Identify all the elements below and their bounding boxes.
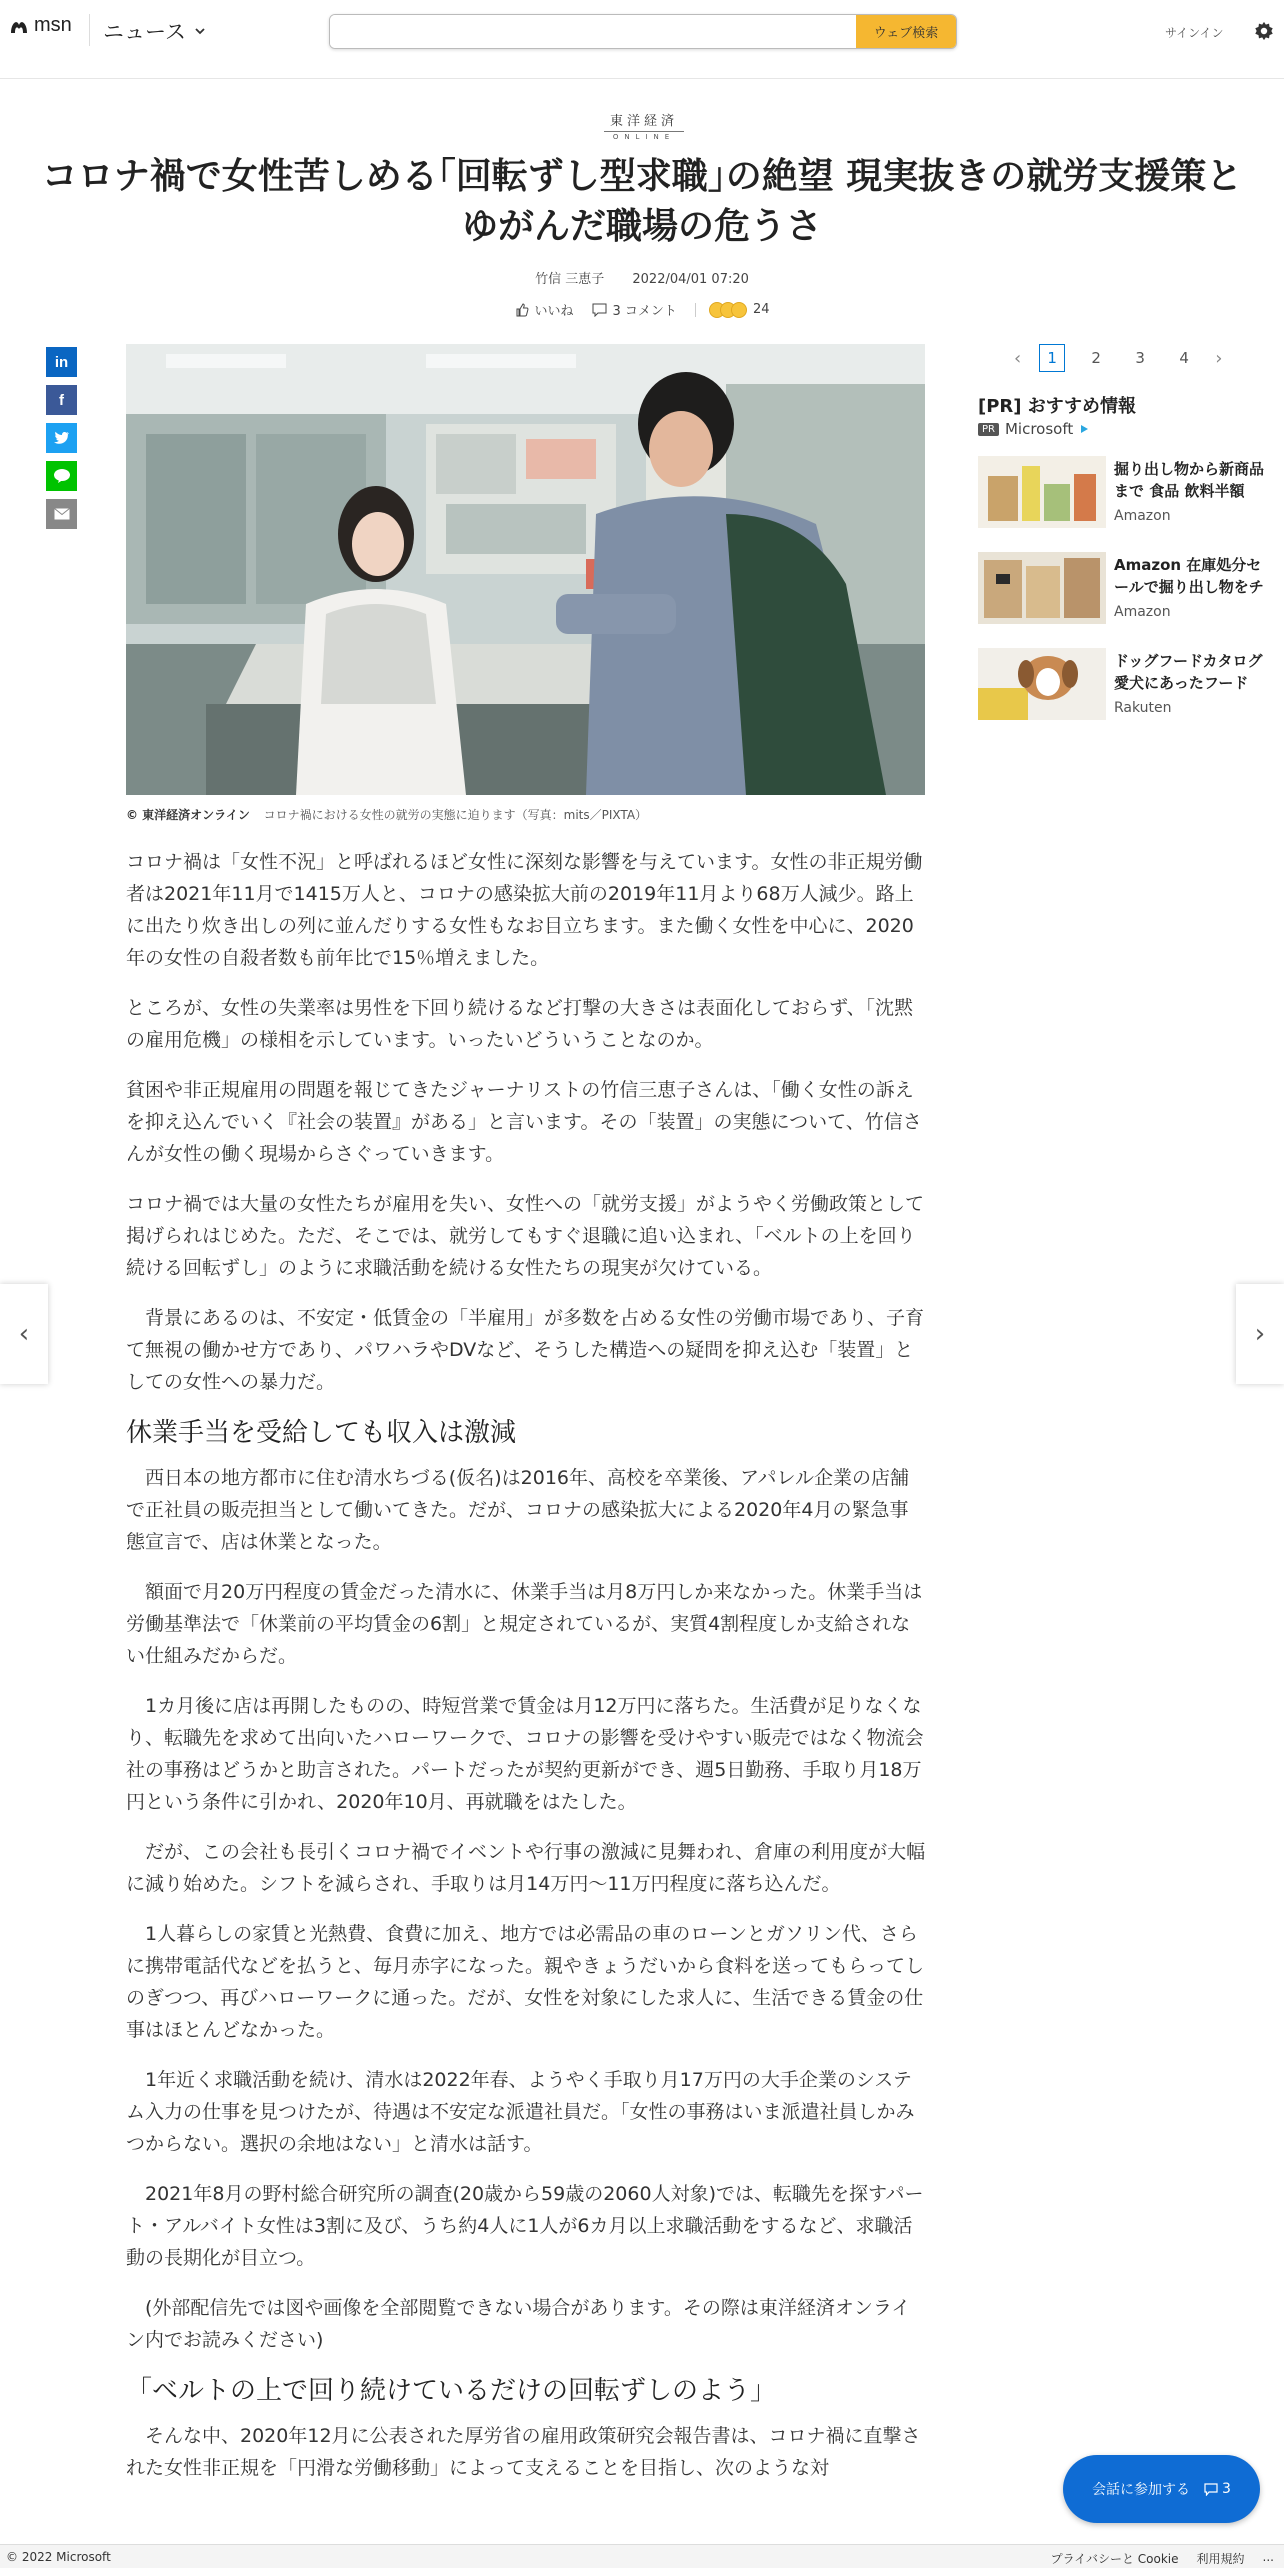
terms-link[interactable]: 利用規約 xyxy=(1196,2552,1245,2566)
ad-title: Amazon 在庫処分セールで掘り出し物をチ xyxy=(1114,556,1264,596)
chevron-down-icon xyxy=(194,25,206,37)
pager-next-icon[interactable]: › xyxy=(1215,347,1223,369)
logo-text: msn xyxy=(34,14,72,36)
body-paragraph: (外部配信先では図や画像を全部閲覧できない場合があります。その際は東洋経済オンライン内でお読みください) xyxy=(126,2297,911,2351)
reaction-count: 24 xyxy=(752,302,770,317)
chevron-left-icon: ‹ xyxy=(18,1319,30,1349)
comment-icon xyxy=(1204,2483,1218,2496)
facebook-share-icon[interactable]: f xyxy=(46,385,77,415)
pager-page-2[interactable]: 2 xyxy=(1091,349,1101,367)
share-bar xyxy=(46,347,77,529)
ad-thumbnail-dog xyxy=(978,648,1106,720)
section-heading: 「ベルトの上で回り続けているだけの回転ずしのよう」 xyxy=(126,2376,777,2406)
linkedin-share-icon[interactable]: in xyxy=(46,347,77,377)
body-paragraph: 背景にあるのは、不安定・低賃金の「半雇用」が多数を占める女性の労働市場であり、子育て無視の働かせ方であり、パワハラやDVなど、そうした構造への疑問を抑え込む「装置」としての女性への暴力だ。 xyxy=(126,1307,925,1393)
body-paragraph: コロナ禍では大量の女性たちが雇用を失い、女性への「就労支援」がようやく労働政策として掲げられはじめた。ただ、そこでは、就労してもすぐ退職に追い込まれ、「ベルトの上を回り続ける回転ずし」のように求職活動を続ける女性たちの現実が欠けている。 xyxy=(126,1193,925,1279)
body-paragraph: 1年近く求職活動を続け、清水は2022年春、ようやく手取り月17万円の大手企業のシステム入力の仕事を見つけたが、待遇は不安定な派遣社員だ。「女性の事務はいま派遣社員しかみつからない。選択の余地はない」と清水は話す。 xyxy=(126,2069,915,2155)
body-paragraph: コロナ禍は「女性不況」と呼ばれるほど女性に深刻な影響を与えています。女性の非正規労働者は2021年11月で1415万人と、コロナの感染拡大前の2019年11月より68万人減少。路上に出たり炊き出しの列に並んだりする女性もなお目立ちます。また働く女性を中心に、2020年の女性の自殺者数も前年比で15％増えました。 xyxy=(126,851,923,969)
web-search-button[interactable]: ウェブ検索 xyxy=(856,15,956,48)
footer xyxy=(0,2544,1284,2568)
publish-date: 2022/04/01 07:20 xyxy=(632,272,749,287)
pr-badge: PR xyxy=(978,423,999,436)
ad-title: ドッグフードカタログ 愛犬にあったフード xyxy=(1114,652,1263,692)
ad-source: Amazon xyxy=(1114,508,1171,524)
join-conversation-button[interactable] xyxy=(1063,2455,1260,2523)
article-title: コロナ禍で女性苦しめる｢回転ずし型求職｣の絶望 現実抜きの就労支援策とゆがんだ職場の危うさ xyxy=(41,156,1243,247)
emoji-reactions-icon xyxy=(714,302,747,318)
ad-choices-icon[interactable] xyxy=(1079,424,1089,434)
comment-icon xyxy=(592,303,607,317)
sponsored-card[interactable] xyxy=(978,552,1268,624)
body-paragraph: 1人暮らしの家賃と光熱費、食費に加え、地方では必需品の車のローンとガソリン代、さらに携帯電話代などを払うと、毎月赤字になった。親やきょうだいから食料を送ってもらってしのぎつつ、再びハローワークに通った。だが、女性を対象にした求人に、生活できる賃金の仕事はほとんどなかった。 xyxy=(126,1923,925,2041)
article-meta xyxy=(0,268,1284,287)
body-paragraph: 貧困や非正規雇用の問題を報じてきたジャーナリストの竹信三恵子さんは、「働く女性の訴えを抑え込んでいく『社会の装置』がある」と言います。その「装置」の実態について、竹信さんが女性の働く現場からさぐっていきます。 xyxy=(126,1079,922,1165)
sponsored-card[interactable] xyxy=(978,648,1268,720)
comment-button[interactable] xyxy=(592,300,677,319)
ad-thumbnail-food xyxy=(978,456,1106,528)
pager-page-4[interactable]: 4 xyxy=(1179,349,1189,367)
body-paragraph: 1カ月後に店は再開したものの、時短営業で賃金は月12万円に落ちた。生活費が足りなくなり、転職先を求めて出向いたハローワークで、コロナの影響を受けやすい販売ではなく物流会社の事務はどうかと助言された。パートだったが契約更新ができ、週5日勤務、手取り月18万円という条件に引かれ、2020年10月、再就職をはたした。 xyxy=(126,1695,924,1813)
comment-count-value: 3 xyxy=(1222,2481,1231,2497)
pager-prev-icon[interactable]: ‹ xyxy=(1014,347,1022,369)
pr-sponsor-line xyxy=(978,420,1089,438)
hero-photo[interactable] xyxy=(126,344,925,795)
article-body xyxy=(126,846,926,2502)
pager-page-3[interactable]: 3 xyxy=(1135,349,1145,367)
office-scene-image xyxy=(126,344,925,795)
reaction-bar xyxy=(0,300,1284,319)
copyright: © 2022 Microsoft xyxy=(6,2550,111,2564)
news-menu[interactable] xyxy=(103,16,206,46)
ad-source: Amazon xyxy=(1114,604,1171,620)
chevron-right-icon: › xyxy=(1254,1319,1266,1349)
ad-title: 掘り出し物から新商品まで 食品 飲料半額 xyxy=(1114,460,1264,500)
msn-logo[interactable] xyxy=(8,14,72,37)
privacy-link[interactable]: プライバシーと Cookie xyxy=(1050,2552,1179,2566)
thumbs-up-icon xyxy=(515,303,529,317)
signin-link[interactable]: サインイン xyxy=(1165,26,1224,40)
pr-section-title: [PR] おすすめ情報 xyxy=(978,396,1136,417)
caption-source: © 東洋経済オンライン xyxy=(126,808,250,822)
source-logo-bottom: ONLINE xyxy=(604,131,684,141)
previous-article-button[interactable] xyxy=(0,1284,48,1384)
header-divider xyxy=(89,14,90,46)
like-label: いいね xyxy=(534,304,574,319)
comment-count xyxy=(1204,2481,1231,2497)
footer-links xyxy=(1051,2550,1274,2567)
body-paragraph: 西日本の地方都市に住む清水ちづる(仮名)は2016年、高校を卒業後、アパレル企業の店舗で正社員の販売担当として働いてきた。だが、コロナの感染拡大による2020年4月の緊急事態宣言で、店は休業となった。 xyxy=(126,1467,909,1553)
sidebar-pager xyxy=(1014,344,1222,372)
twitter-share-icon[interactable] xyxy=(46,423,77,453)
pr-sponsor[interactable]: Microsoft xyxy=(1004,420,1074,438)
sponsored-card[interactable] xyxy=(978,456,1268,528)
source-logo-top: 東洋経済 xyxy=(609,114,678,129)
ad-thumbnail-boxes xyxy=(978,552,1106,624)
photo-caption xyxy=(126,806,647,823)
body-paragraph: そんな中、2020年12月に公表された厚労省の雇用政策研究会報告書は、コロナ禍に直撃された女性非正規を「円滑な労働移動」によって支えることを目指し、次のような対 xyxy=(126,2425,921,2479)
reaction-summary[interactable] xyxy=(714,302,770,318)
join-conversation-label: 会話に参加する xyxy=(1092,2482,1191,2498)
next-article-button[interactable] xyxy=(1236,1284,1284,1384)
body-paragraph: 額面で月20万円程度の賃金だった清水に、休業手当は月8万円しか来なかった。休業手当は労働基準法で「休業前の平均賃金の6割」と規定されているが、実質4割程度しか支給されない仕組みだからだ。 xyxy=(126,1581,923,1667)
author-name[interactable]: 竹信 三恵子 xyxy=(535,272,605,287)
email-share-icon[interactable] xyxy=(46,499,77,529)
caption-text: コロナ禍における女性の就労の実態に迫ります（写真：mits／PIXTA） xyxy=(263,808,648,822)
body-paragraph: 2021年8月の野村総合研究所の調査(20歳から59歳の2060人対象)では、転職先を探すパート・アルバイト女性は3割に及び、うち約4人に1人が6カ月以上求職活動をするなど、求職活動の長期化が目立つ。 xyxy=(126,2183,924,2269)
msn-butterfly-icon xyxy=(8,15,30,37)
comment-label: 3 コメント xyxy=(612,304,677,319)
like-button[interactable] xyxy=(515,300,574,319)
gear-icon[interactable] xyxy=(1253,20,1275,42)
search-bar xyxy=(329,14,957,49)
reaction-separator xyxy=(695,303,696,317)
line-share-icon[interactable] xyxy=(46,461,77,491)
more-link[interactable]: ... xyxy=(1262,2550,1274,2564)
body-paragraph: だが、この会社も長引くコロナ禍でイベントや行事の激減に見舞われ、倉庫の利用度が大幅に減り始めた。シフトを減らされ、手取りは月14万円～11万円程度に落ち込んだ。 xyxy=(126,1841,926,1895)
section-heading: 休業手当を受給しても収入は激減 xyxy=(126,1418,517,1448)
ad-source: Rakuten xyxy=(1114,700,1172,716)
news-menu-label: ニュース xyxy=(103,20,186,44)
toyo-keizai-logo[interactable] xyxy=(604,110,684,141)
top-header xyxy=(0,0,1284,79)
pager-page-1[interactable]: 1 xyxy=(1039,344,1065,372)
search-input[interactable] xyxy=(330,15,856,48)
body-paragraph: ところが、女性の失業率は男性を下回り続けるなど打撃の大きさは表面化しておらず、「沈黙の雇用危機」の様相を示しています。いったいどういうことなのか。 xyxy=(126,997,913,1051)
